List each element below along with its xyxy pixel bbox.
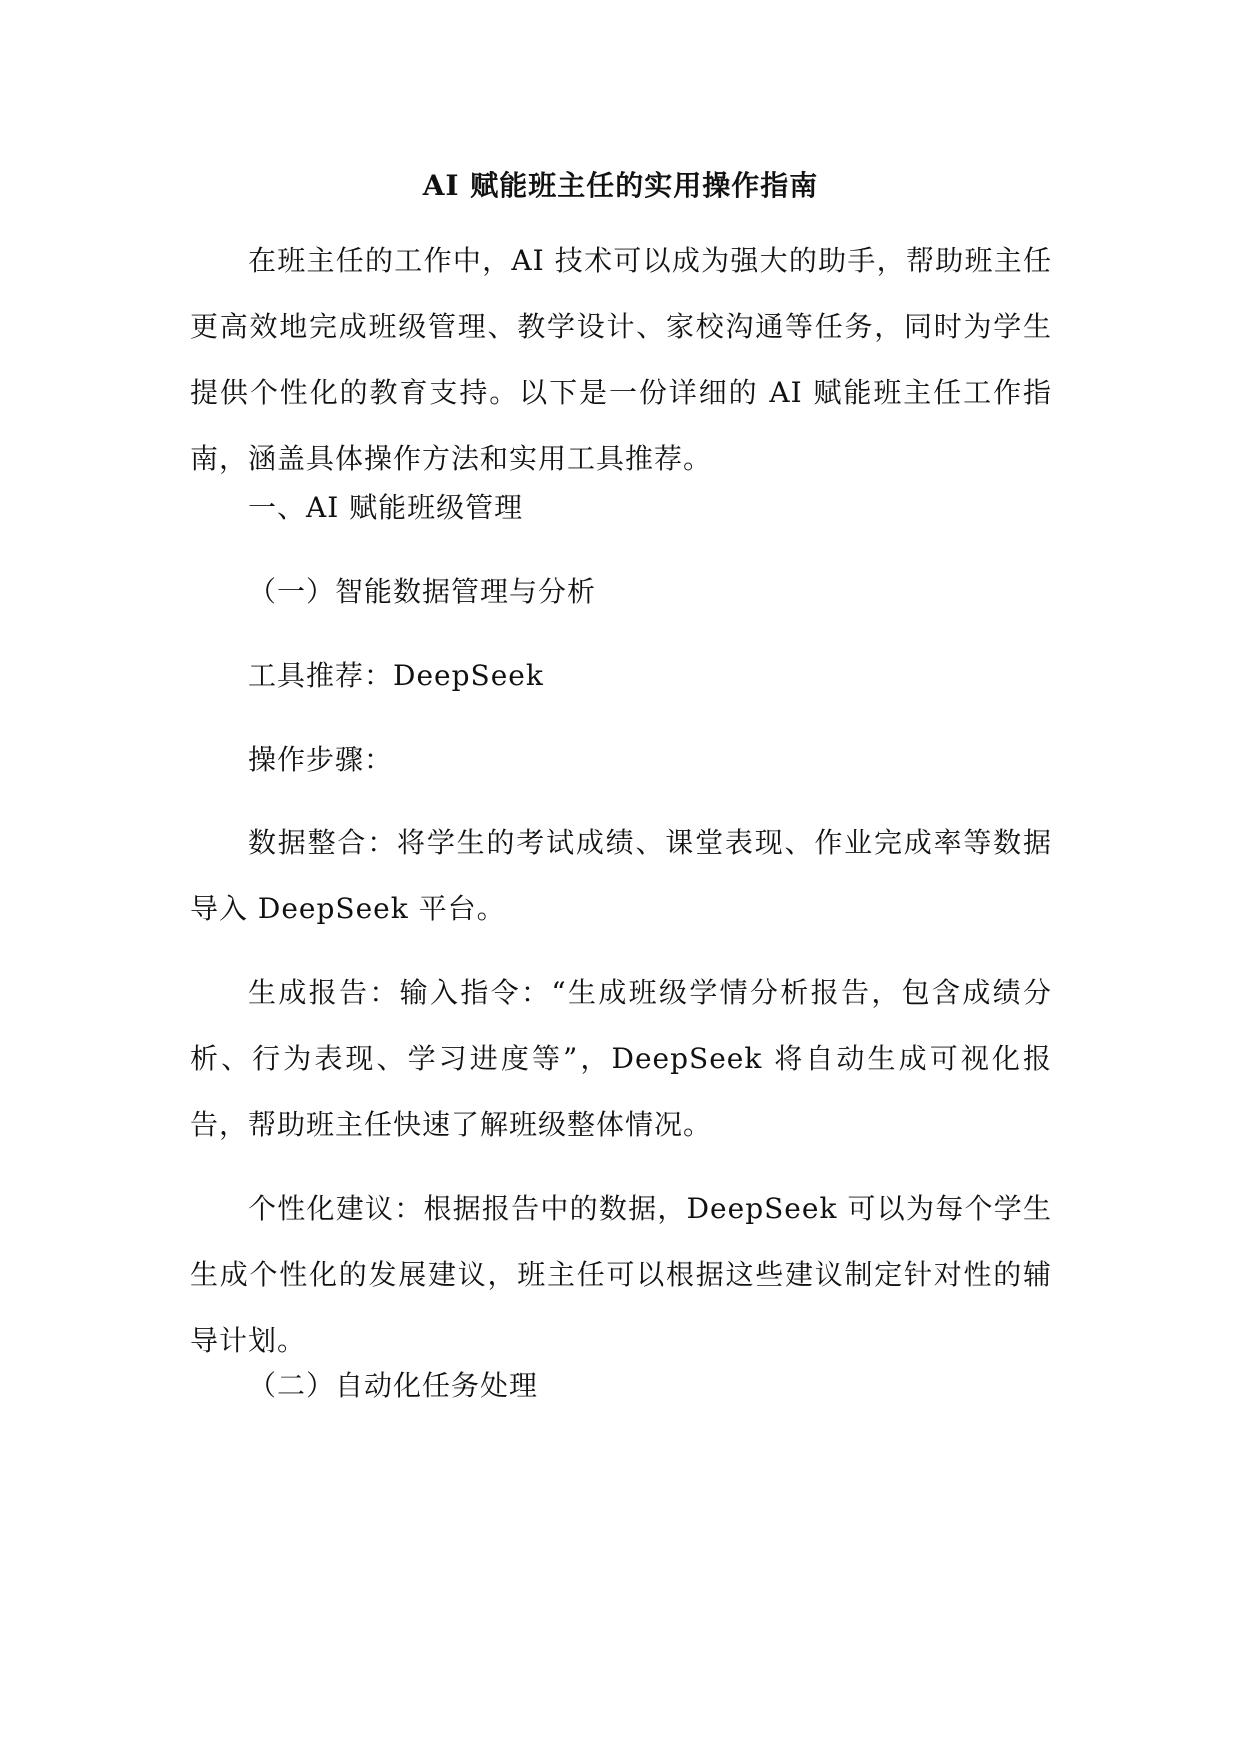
step-personalized-advice-paragraph [190, 1176, 1052, 1374]
step-data-integration-paragraph [190, 810, 1052, 942]
tool-recommendation-text: 工具推荐：DeepSeek [248, 659, 544, 692]
subsection-heading-automated-tasks: （二）自动化任务处理 [248, 1369, 539, 1402]
step-data-integration-text: 数据整合：将学生的考试成绩、课堂表现、作业完成率等数据导入 DeepSeek 平台。 [190, 826, 1052, 925]
section-heading-ai-class-management: 一、AI 赋能班级管理 [248, 491, 524, 524]
intro-paragraph [190, 228, 1052, 492]
subsection-heading-data-management: （一）智能数据管理与分析 [248, 575, 597, 608]
step-generate-report-text: 生成报告：输入指令：“生成班级学情分析报告，包含成绩分析、行为表现、学习进度等”，DeepSeek 将自动生成可视化报告，帮助班主任快速了解班级整体情况。 [190, 976, 1052, 1141]
steps-label: 操作步骤： [248, 743, 394, 776]
step-personalized-advice-text: 个性化建议：根据报告中的数据，DeepSeek 可以为每个学生生成个性化的发展建议，班主任可以根据这些建议制定针对性的辅导计划。 [190, 1192, 1052, 1357]
intro-text: 在班主任的工作中，AI 技术可以成为强大的助手，帮助班主任更高效地完成班级管理、教学设计、家校沟通等任务，同时为学生提供个性化的教育支持。以下是一份详细的 AI 赋能班主任工作指南，涵盖具体操作方法和实用工具推荐。 [190, 244, 1052, 475]
step-generate-report-paragraph [190, 960, 1052, 1158]
document-title: AI 赋能班主任的实用操作指南 [422, 169, 819, 202]
